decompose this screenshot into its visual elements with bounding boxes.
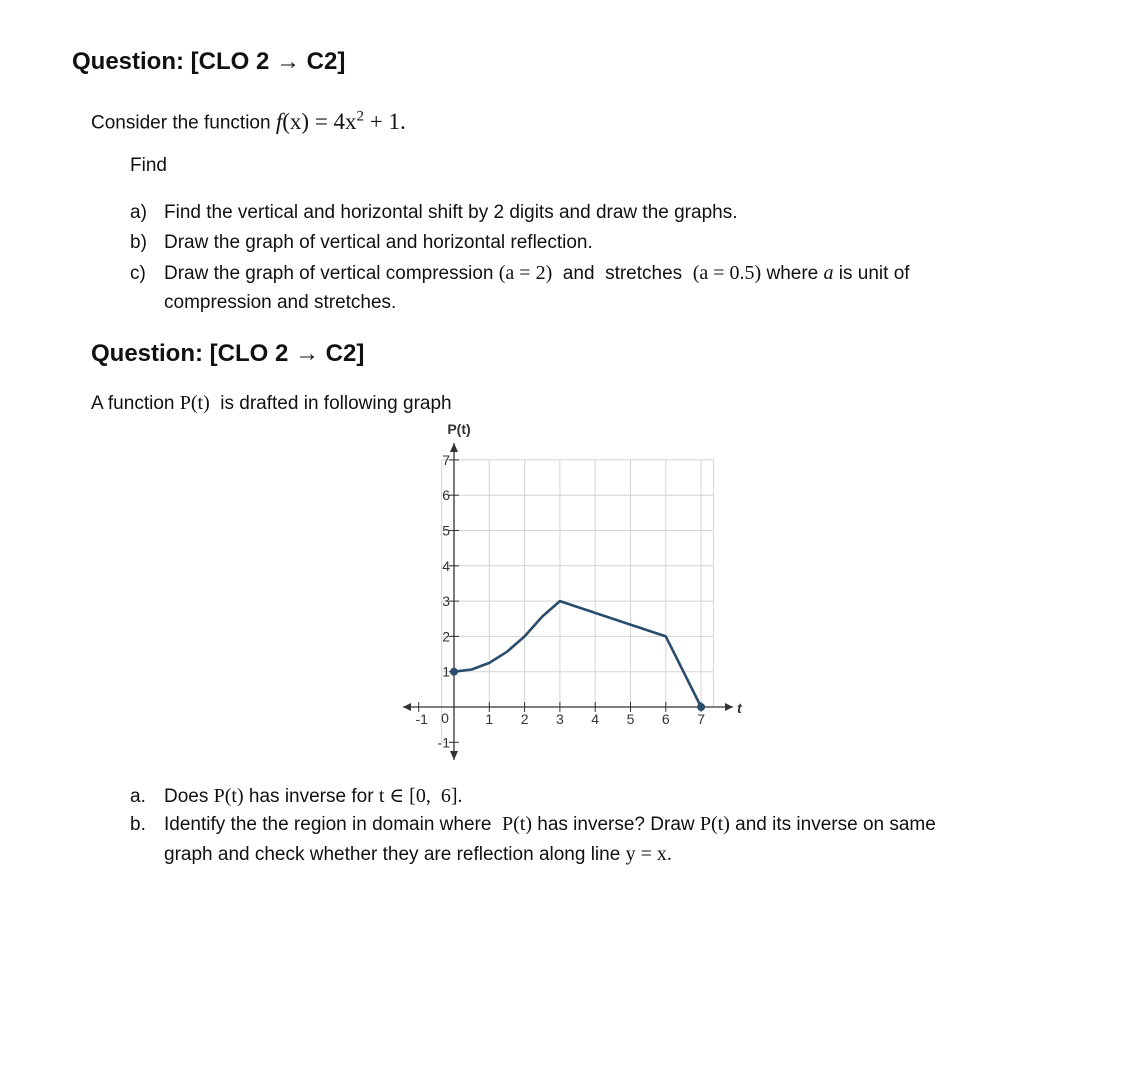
x-tick-label: 1 (485, 711, 494, 727)
y-tick-label: 2 (442, 628, 450, 645)
t-axis-arrow-right-icon (725, 703, 733, 711)
item-label: b. (130, 814, 146, 835)
item-text-mid: has inverse for (243, 786, 379, 807)
x-tick-label: 4 (591, 711, 600, 727)
origin-label: 0 (441, 710, 449, 726)
y-tick-label: 3 (442, 593, 450, 610)
intro-post: is drafted in following graph (209, 393, 452, 414)
q2-item-b (130, 813, 936, 836)
series (450, 601, 705, 711)
item-label: a) (130, 202, 147, 223)
math-p-of-t-2: P(t) (699, 813, 730, 835)
q2-heading: Question: [CLO 2 → C2] (91, 340, 365, 367)
item-text-mid: has inverse? Draw (531, 814, 700, 835)
math-a: a (823, 262, 834, 284)
y-tick-label: -1 (437, 734, 450, 751)
endpoint-dot (697, 703, 705, 711)
item-text-post: where (761, 263, 824, 284)
y-tick-label: 4 (442, 557, 450, 574)
math-stretch: (a = 0.5) (692, 262, 762, 284)
function-exp: 2 (356, 108, 365, 124)
y-tick-label: 5 (442, 522, 450, 539)
y-axis-label: P(t) (447, 421, 471, 437)
grid (442, 460, 714, 742)
item-text: Does (164, 786, 214, 807)
x-axis-label: t (737, 700, 742, 716)
item-text: Draw the graph of vertical and horizontal reflection. (164, 232, 593, 253)
x-tick-label: 7 (697, 711, 705, 727)
q1-item-c-line2: compression and stretches. (164, 292, 397, 313)
item-text-post: and its inverse on same (729, 814, 936, 835)
math-compression: (a = 2) (498, 262, 553, 284)
function-name: f (275, 108, 283, 134)
y-tick-label: 1 (442, 663, 450, 680)
item-label: a. (130, 786, 146, 807)
function-var: (x) (282, 108, 310, 134)
q2-item-b-line2 (164, 843, 672, 866)
p-axis-arrow-up-icon (450, 443, 458, 452)
intro-pre: A function (91, 393, 180, 414)
item-text: Find the vertical and horizontal shift by 2 digits and draw the graphs. (164, 202, 738, 223)
t-axis-arrow-left-icon (403, 703, 411, 711)
x-tick-label: 2 (520, 711, 529, 727)
y-tick-label: 6 (442, 487, 450, 504)
math-domain: t ∈ [0, 6]. (378, 785, 463, 807)
p-axis-arrow-down-icon (450, 751, 458, 760)
q1-heading: Question: [CLO 2 → C2] (72, 48, 346, 75)
item-text-post2: is unit of (833, 263, 910, 284)
math-p-of-t: P(t) (501, 813, 532, 835)
x-tick-label: 3 (556, 711, 564, 727)
math-y-equals-x: y = x. (625, 843, 672, 865)
math-p-of-t: P(t) (213, 785, 244, 807)
x-tick-label: 6 (661, 711, 670, 727)
q1-intro-line (91, 108, 406, 135)
q1-item-b (130, 232, 593, 254)
series-line-p-of-t (454, 601, 701, 707)
line2-text: graph and check whether they are reflection along line (164, 844, 626, 865)
item-text: Identify the the region in domain where (164, 814, 502, 835)
q2-item-a (130, 783, 463, 808)
item-text-mid: and stretches (552, 263, 693, 284)
function-rest: + 1. (364, 108, 406, 134)
intro-math: P(t) (179, 392, 210, 414)
item-label: b) (130, 232, 147, 253)
function-eq: = 4x (309, 108, 357, 134)
q1-item-a (130, 202, 738, 224)
item-label: c) (130, 263, 146, 284)
endpoint-dot (450, 668, 458, 676)
q1-find: Find (130, 155, 167, 176)
q1-item-c (130, 262, 910, 285)
q1-intro: Consider the function (91, 112, 271, 134)
x-tick-label: -1 (415, 711, 428, 727)
q2-intro (91, 392, 452, 415)
item-text: Draw the graph of vertical compression (164, 263, 499, 284)
q1-function (276, 109, 406, 134)
p-of-t-graph (395, 415, 755, 775)
x-tick-label: 5 (626, 711, 635, 727)
y-tick-label: 7 (442, 451, 450, 468)
